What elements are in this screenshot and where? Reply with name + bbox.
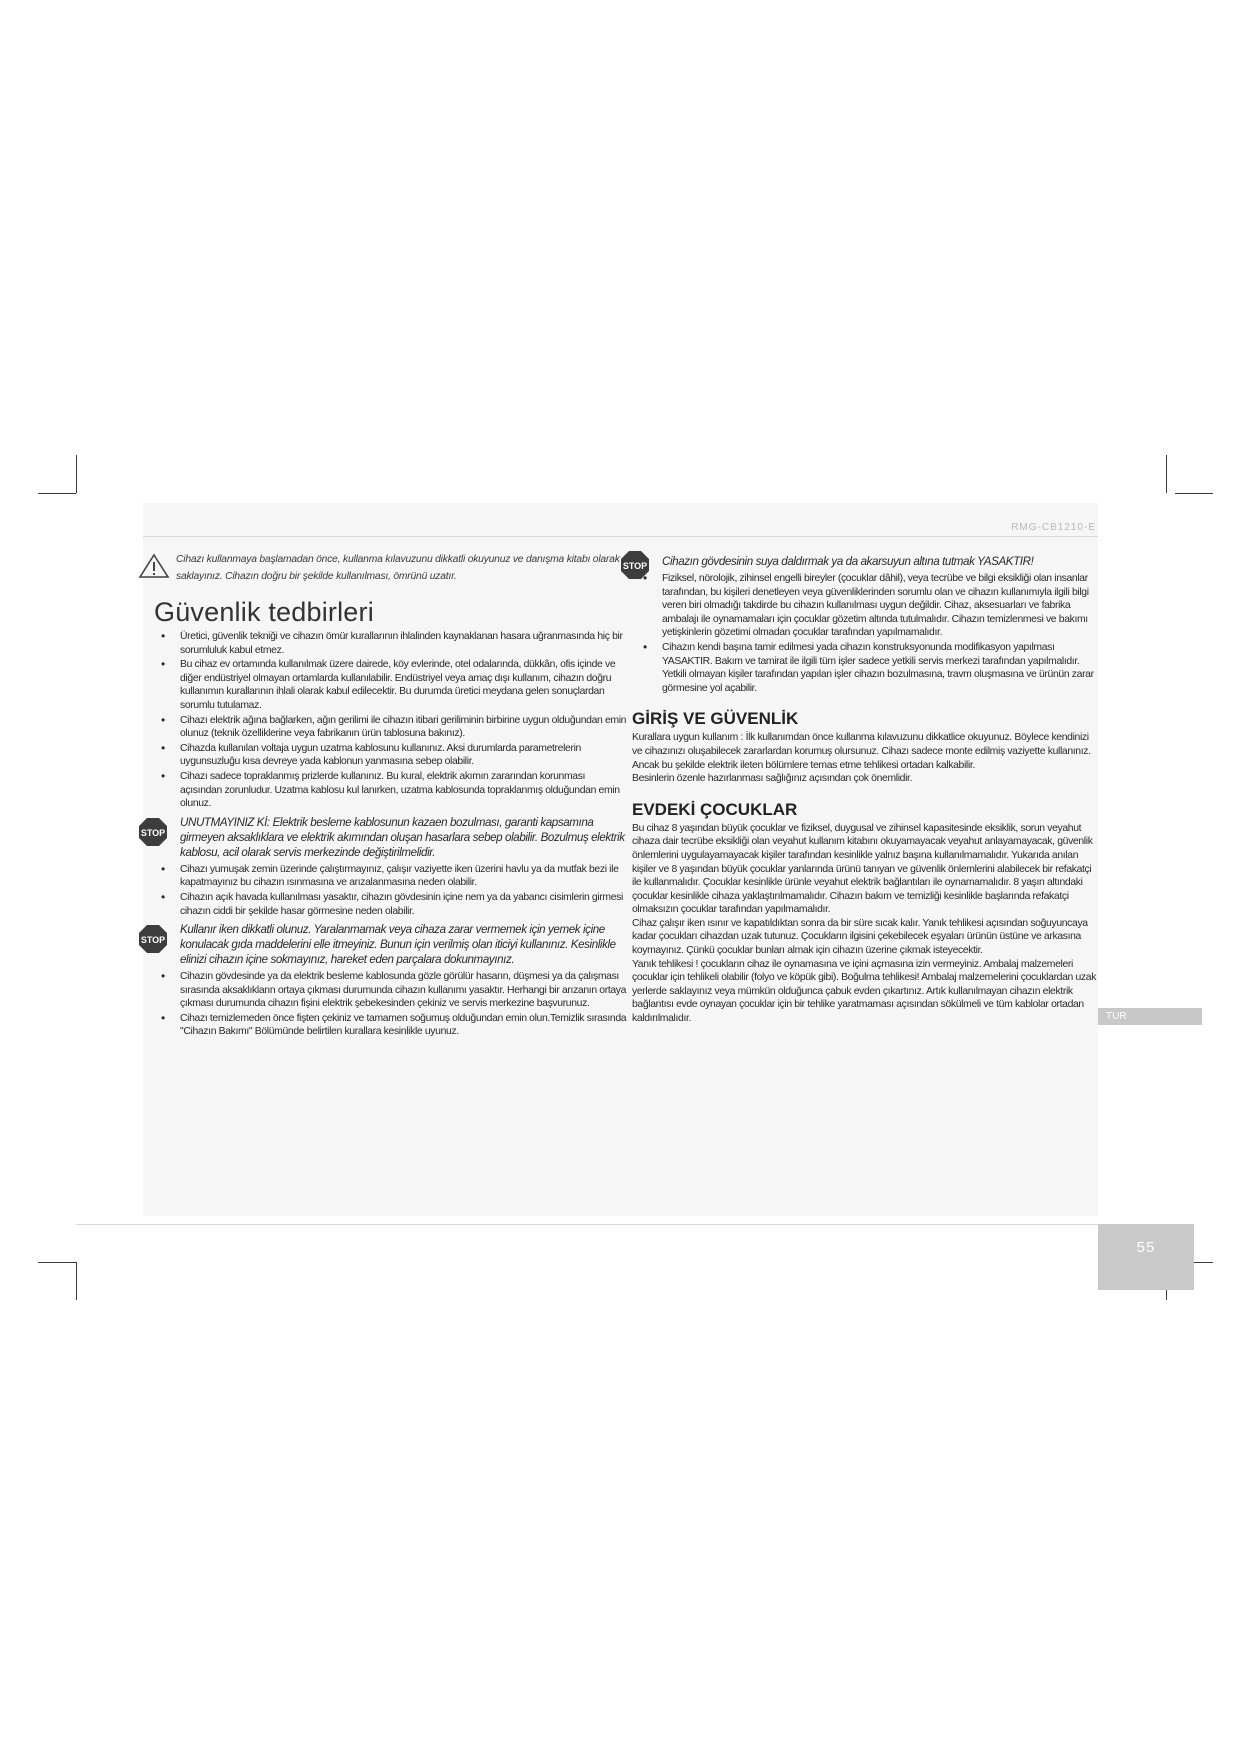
crop-mark (1175, 493, 1213, 494)
list-item: • Cihazda kullanılan voltaja uygun uzatma kablosunu kullanınız. Aksi durumlarda parametrelerin uygunsuzluğu kısa devreye yada kablonun yanmasına sebep olabilir. (138, 742, 628, 769)
page-number: 55 (1136, 1239, 1156, 1256)
stop-note-text: UNUTMAYINIZ Kİ: Elektrik besleme kablosunun kazaen bozulması, garanti kapsamına girmeyen aksaklıklara ve elektrik akımından oluşan hasarlara sebep olabilir. Bozulmuş elektrik kablosu, acil olarak servis merkezinde değiştirilmelidir. (180, 815, 625, 859)
list-item: • Üretici, güvenlik tekniği ve cihazın ömür kurallarının ihlalinden kaynaklanan hasara uğranmasında hiç bir sorumluluk kabul etmez. (138, 630, 628, 657)
crop-mark (38, 1262, 76, 1263)
right-column (620, 554, 1098, 1026)
crop-mark (1166, 455, 1167, 493)
stop-sign-label: STOP (622, 561, 648, 571)
stop-sign-icon (138, 924, 168, 954)
giris-text: Kurallara uygun kullanım : İlk kullanımdan önce kullanma kılavuzunu dikkatlice okuyunuz. Böylece kendinizi ve cihazınızı oluşabilecek zararlardan korumuş olursunuz. Cihazı sadece monte edilmiş vaziyette kullanınız. Ancak bu şekilde elektrik ileten bölümlere temas etme tehlikesi ortadan kalkabilir. (632, 732, 1091, 771)
evdeki-paragraph-3: Yanık tehlikesi ! çocukların cihaz ile oynamasına ve içini açmasına izin vermeyiniz. Ambalaj malzemeleri çocuklar için tehlikeli olabilir (folyo ve köpük gibi). Boğulma tehlikesi! Ambalaj malzemelerini çocuklardan uzak yerlerde saklayınız veya mümkün olduğunca çabuk evden çıkartınız. Artık kullanılmayan cihazın elektrik bağlantısı evde oynayan çocuklar için bir tehlike yaratmaması açısından sökülmeli ve tüm kablolar ortadan kaldırılmalıdır. (632, 958, 1097, 1025)
footer-rule (76, 1224, 1098, 1225)
section-title: Güvenlik tedbirleri (154, 597, 374, 627)
evdeki-paragraph-2: Cihaz çalışır iken ısınır ve kapatıldıktan sonra da bir süre sıcak kalır. Yanık tehlikesi açısından soğuyuncaya kadar çocukları cihazdan uzak tutunuz. Çocukların ilgisini çekebilecek eşyaları ürünün üstüne ve arkasına koymayınız. Çünkü çocuklar bunları almak için cihazın üzerine çıkmak isteyecektir. (632, 917, 1088, 957)
stop-note (620, 554, 1098, 569)
header-rule (143, 536, 1098, 537)
crop-mark (38, 493, 76, 494)
crop-mark (76, 1262, 77, 1300)
safety-list-right (620, 572, 1098, 695)
list-item: • Cihazın açık havada kullanılması yasaktır, cihazın gövdesinin içine nem ya da yabancı cisimlerin girmesi cihazın ciddi bir şekilde hasar görmesine neden olabilir. (138, 891, 628, 918)
stop-note (138, 815, 628, 860)
list-item: • Cihazı yumuşak zemin üzerinde çalıştırmayınız, çalışır vaziyette iken üzerini havlu ya da mutfak bezi ile kapatmayınız bu cihazın ısınmasına ve arızalanmasına neden olabilir. (138, 863, 628, 890)
safety-list-3 (138, 970, 628, 1039)
page-number-box (1098, 1224, 1194, 1290)
evdeki-title: EVDEKİ ÇOCUKLAR (632, 799, 798, 819)
stop-note-text: Kullanır iken dikkatli olunuz. Yaralanmamak veya cihaza zarar vermemek için yemek içine konulacak gıda maddelerini elle itmeyiniz. Bunun için verilmiş olan iticiyi kullanınız. Kesinlikle elinizi cihazın içine sokmayınız, hareket eden parçalara dokunmayınız. (180, 923, 616, 967)
safety-list-2 (138, 863, 628, 918)
giris-title: GİRİŞ VE GÜVENLİK (632, 709, 799, 729)
evdeki-paragraph-1: Bu cihaz 8 yaşından büyük çocuklar ve fiziksel, duygusal ve zihinsel kapasitesinde eksiklik, sorun veyahut cihaza dair tecrübe eksikliği olan veyahut kullanım kitabını okuyamayacak veyahut anlayamayacak, güvenlik önlemlerini uygulayamayacak kişiler tarafından kesinlikle yalnız başına kullanılmamalıdır. Yukarıda anılan kişiler ve 8 yaşından büyük çocuklar yanlarında ürünü tanıyan ve güvenlik önlemlerini alabilecek bir refakatçi ile kullanmalıdır. Çocuklar kesinlikle ürünle veyahut elektrik bağlantıları ile oynamamalıdır. 8 yaşın altındaki çocuklar kesinlikle cihaza yaklaştırılmamalıdır. Cihazın bakım ve temizliği kesinlikle başlarında refakatçi olmaksızın çocuklar tarafından yapılmamalıdır. (632, 822, 1093, 916)
stop-sign-label: STOP (140, 935, 166, 946)
list-item: • Cihazın kendi başına tamir edilmesi yada cihazın konstruksyonunda modifikasyon yapılması YASAKTIR. Bakım ve tamirat ile ilgili tüm işler sadece yetkili servis merkezi tarafından yapılmalıdır. Yetkili olmayan kişiler tarafından yapılan işler cihazın bozulmasına, travm oluşmasına ve ürünün zarar görmesine yol açabilir. (620, 641, 1098, 695)
model-number: RMG-CB1210-E (1011, 522, 1096, 533)
intro-warning (138, 551, 628, 585)
list-item: • Cihazı elektrik ağına bağlarken, ağın gerilimi ile cihazın itibari geriliminin birbirine uygun olduğundan emin olunuz (teknik özelliklerine veya fabrikanın ürün tablosuna bakınız). (138, 714, 628, 741)
warning-triangle-icon (138, 553, 170, 579)
list-item: • Cihazı sadece topraklanmış prizlerde kullanınız. Bu kural, elektrik akımın zararından korunması açısından zorunludur. Uzatma kablosu kul lanırken, uzatma kablosunda topraklanmış olduğundan emin olunuz. (138, 770, 628, 811)
left-column (138, 551, 628, 1040)
stop-note (138, 922, 628, 967)
stop-sign-icon (138, 817, 168, 847)
list-item: • Fiziksel, nörolojik, zihinsel engelli bireyler (çocuklar dâhil), veya tecrübe ve bilgi eksikliği olan insanlar tarafından, bu kişileri denetleyen veya güvenliklerinden sorumlu olan ve cihazın kullanımıyla ilgili bilgi veren biri olmadığı takdirde bu cihazın kullanılması uygun değildir. Cihaz, aksesuarları ve fabrika ambalajı ile oynamamaları için çocuklar gözetim altında tutulmalıdır. Cihazın temizlenmesi ve bakımı yetişkinlerin gözetimi olmadan çocuklar tarafından yapılmamalıdır. (620, 572, 1098, 640)
list-item: • Bu cihaz ev ortamında kullanılmak üzere dairede, köy evlerinde, otel odalarında, dükkân, ofis içinde ve diğer endüstriyel olmayan ortamlarda kullanılabilir. Endüstriyel veya amaç dışı kullanım, cihazın doğru kullanımın kurallarının ihlali olarak kabul edilecektir. Bu durumda üretici meydana gelen sonuçlardan sorumlu tutulamaz. (138, 658, 628, 712)
stop-sign-label: STOP (140, 827, 166, 838)
stop-note-text: Cihazın gövdesinin suya daldırmak ya da akarsuyun altına tutmak YASAKTIR! (662, 555, 1034, 568)
list-item: • Cihazı temizlemeden önce fişten çekiniz ve tamamen soğumuş olduğundan emin olun.Temizlik sırasında "Cihazın Bakımı" Bölümünde belirtilen kurallara kesinlikle uyunuz. (138, 1012, 628, 1039)
list-item: • Cihazın gövdesinde ya da elektrik besleme kablosunda gözle görülür hasarın, düşmesi ya da çalışması sırasında aksaklıkların ortaya çıkması durumunda cihazın kullanımı yasaktır. Herhangi bir arızanın ortaya çıkması durumunda cihazın fişini elektrik şebekesinden çekiniz ve servis merkezine başvurunuz. (138, 970, 628, 1011)
intro-warning-text: Cihazı kullanmaya başlamadan önce, kullanma kılavuzunu dikkatli okuyunuz ve danışma kitabı olarak saklayınız. Cihazın doğru bir şekilde kullanılması, ömrünü uzatır. (176, 554, 620, 582)
safety-list-1 (138, 630, 628, 811)
crop-mark (76, 455, 77, 493)
language-tab: TUR (1098, 1008, 1202, 1025)
giris-text-2: Besinlerin özenle hazırlanması sağlığınız açısından çok önemlidir. (632, 773, 913, 785)
